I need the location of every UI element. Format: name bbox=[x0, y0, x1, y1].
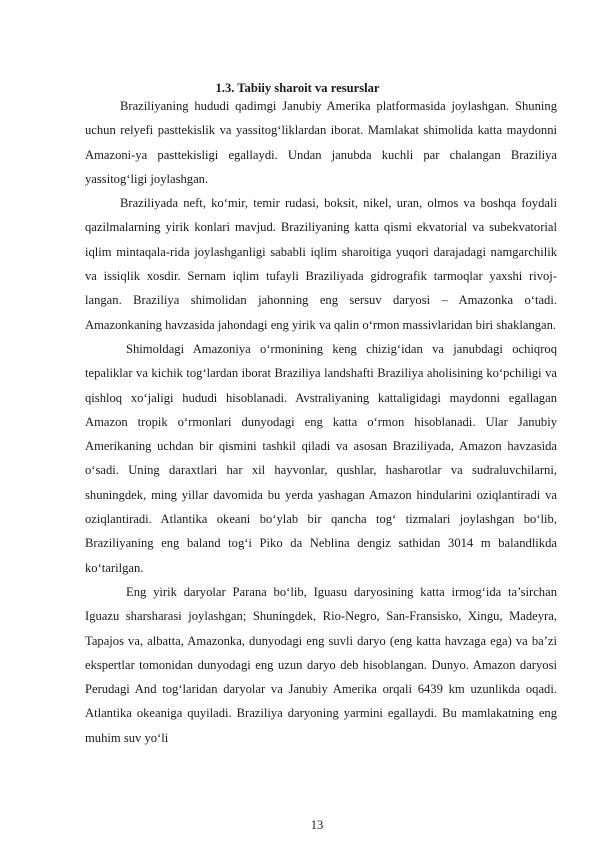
page-number: 13 bbox=[310, 818, 324, 832]
paragraph-minerals-climate: Braziliyada neft, koʻmir, temir rudasi, boksit, nikel, uran, olmos va boshqa foydali qazilmalarning yirik konlari mavjud. Braziliyaning katta qismi ekvatorial va subekvatorial iqlim mintaqala-rida joylashganligi sababli iqlim sharoitiga yuqori darajadagi namgarchilik va issiqlik xosdir. Sernam iqlim tufayli Braziliyada gidrografik tarmoqlar yaxshi rivoj-langan. Braziliya shimolidan jahonning eng sersuv daryosi – Amazonka oʻtadi. Amazonkaning havzasida jahondagi eng yirik va qalin oʻrmon massivlaridan biri shaklangan. bbox=[85, 196, 557, 332]
paragraph-rivers: Eng yirik daryolar Parana boʻlib, Iguasu daryosining katta irmogʻida ta’sirchan Iguazu sharsharasi joylashgan; Shuningdek, Rio-Negro, San-Fransisko, Xingu, Madeyra, Tapajos va, albatta, Amazonka, dunyodagi eng suvli daryo (eng katta havzaga ega) va ba’zi ekspertlar tomonidan dunyodagi eng uzun daryo deb hisoblangan. Dunyo. Amazon daryosi Perudagi And togʻlaridan daryolar va Janubiy Amerika orqali 6439 km uzunlikda oqadi. Atlantika okeaniga quyiladi. Braziliya daryoning yarmini egallaydi. Bu mamlakatning eng muhim suv yoʻli bbox=[85, 584, 557, 745]
body-text bbox=[85, 94, 557, 750]
paragraph-relief: Braziliyaning hududi qadimgi Janubiy Amerika platformasida joylashgan. Shuning uchun relyefi pasttekislik va yassitogʻliklardan iborat. Mamlakat shimolida katta maydonni Amazoni-ya pasttekisligi egallaydi. Undan janubda kuchli par chalangan Braziliya yassitogʻligi joylashgan. bbox=[85, 99, 557, 186]
paragraph-landscape: Shimoldagi Amazoniya oʻrmonining keng chizigʻidan va janubdagi ochiqroq tepaliklar va kichik togʻlardan iborat Braziliya landshafti Braziliya aholisining koʻpchiligi va qishloq xoʻjaligi hududi hisoblanadi. Avstraliyaning kattaligidagi maydonni egallagan Amazon tropik oʻrmonlari dunyodagi eng katta oʻrmon hisoblanadi. Ular Janubiy Amerikaning uchdan bir qismini tashkil qiladi va asosan Braziliyada, Amazon havzasida oʻsadi. Uning daraxtlari har xil hayvonlar, qushlar, hasharotlar va sudraluvchilarni, shuningdek, ming yillar davomida bu yerda yashagan Amazon hindularini oziqlantiradi va oziqlantiradi. Atlantika okeani boʻylab bir qancha togʻ tizmalari joylashgan boʻlib, Braziliyaning eng baland togʻi Piko da Neblina dengiz sathidan 3014 m balandlikda koʻtarilgan. bbox=[85, 341, 557, 575]
section-title: 1.3. Tabiiy sharoit va resurslar bbox=[215, 81, 380, 95]
